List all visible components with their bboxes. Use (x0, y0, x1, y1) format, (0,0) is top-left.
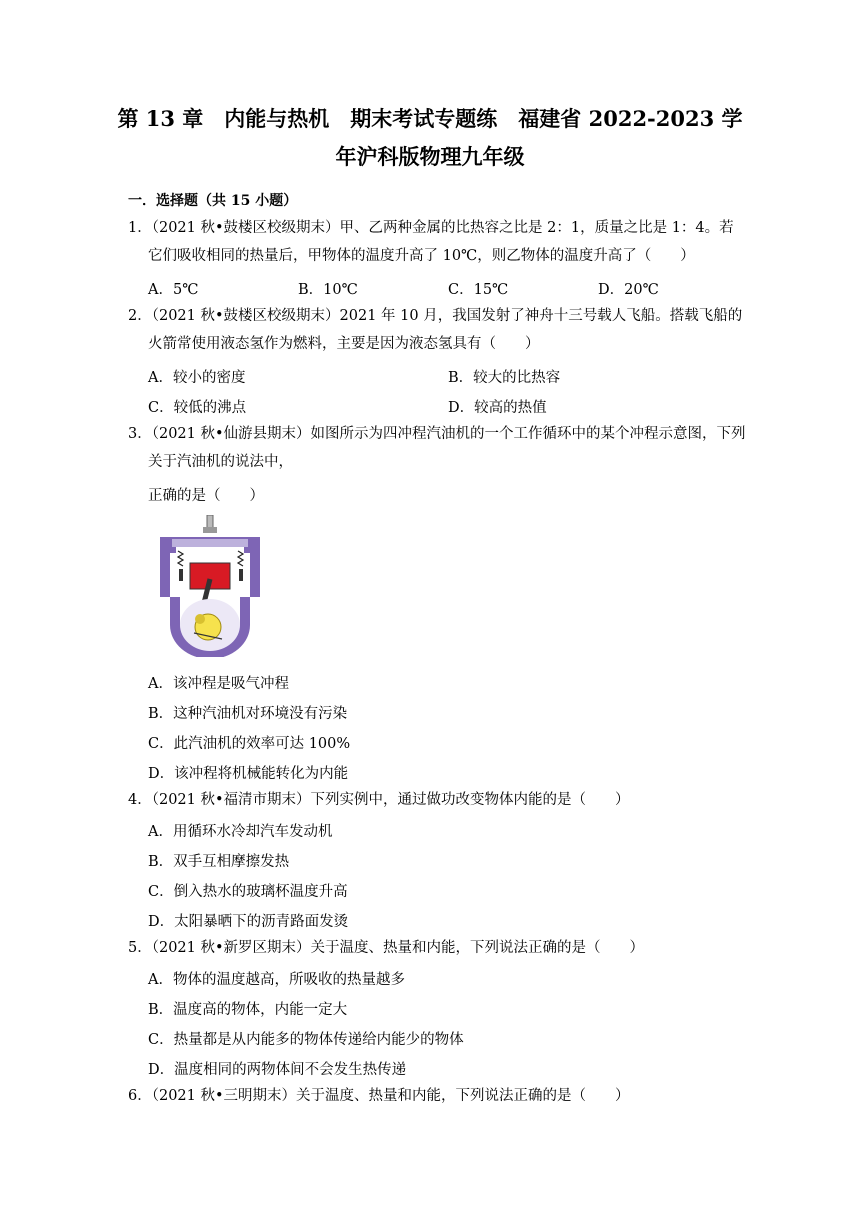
title-line-2: 年沪科版物理九年级 (335, 144, 525, 169)
q3-option-b: B．这种汽油机对环境没有污染 (148, 706, 348, 722)
question-4 (128, 786, 748, 814)
question-6-stem: 6．（2021 秋•三明期末）关于温度、热量和内能，下列说法正确的是（ ） (128, 1088, 630, 1104)
q1-option-b: B．10℃ (298, 282, 358, 298)
question-1-stem: 1．（2021 秋•鼓楼区校级期末）甲、乙两种金属的比热容之比是 2：1，质量之比是 1：4。若它们吸收相同的热量后，甲物体的温度升高了 10℃，则乙物体的温度升高了（ ） (128, 220, 734, 264)
q1-option-a: A．5℃ (148, 282, 199, 298)
q5-option-d: D．温度相同的两物体间不会发生热传递 (148, 1062, 407, 1078)
q4-option-a: A．用循环水冷却汽车发动机 (148, 824, 333, 840)
q3-option-d: D．该冲程将机械能转化为内能 (148, 766, 349, 782)
q2-option-d: D．较高的热值 (448, 400, 547, 416)
q4-option-c: C．倒入热水的玻璃杯温度升高 (148, 884, 348, 900)
question-4-stem: 4．（2021 秋•福清市期末）下列实例中，通过做功改变物体内能的是（ ） (128, 792, 630, 808)
q1-option-d: D．20℃ (598, 282, 659, 298)
question-5 (128, 934, 748, 962)
q5-option-c: C．热量都是从内能多的物体传递给内能少的物体 (148, 1032, 464, 1048)
q3-option-c: C．此汽油机的效率可达 100% (148, 736, 351, 752)
q5-option-b: B．温度高的物体，内能一定大 (148, 1002, 348, 1018)
question-6 (128, 1082, 748, 1110)
q1-option-c: C．15℃ (448, 282, 509, 298)
question-3-stem-end: 正确的是（ ） (148, 488, 264, 504)
question-3 (128, 420, 748, 476)
title-line-1: 第 13 章 内能与热机 期末考试专题练 福建省 2022-2023 学 (117, 106, 743, 131)
q4-option-b: B．双手互相摩擦发热 (148, 854, 290, 870)
question-1 (128, 214, 748, 270)
question-2-stem: 2．（2021 秋•鼓楼区校级期末）2021 年 10 月，我国发射了神舟十三号载人飞船。搭载飞船的火箭常使用液态氢作为燃料，主要是因为液态氢具有（ ） (128, 308, 743, 352)
q4-option-d: D．太阳暴晒下的沥青路面发烫 (148, 914, 349, 930)
q2-option-a: A．较小的密度 (148, 370, 246, 386)
document-title (100, 100, 760, 176)
q5-option-a: A．物体的温度越高，所吸收的热量越多 (148, 972, 405, 988)
engine-diagram-figure (156, 515, 264, 657)
q3-option-a: A．该冲程是吸气冲程 (148, 676, 289, 692)
question-3-stem: 3．（2021 秋•仙游县期末）如图所示为四冲程汽油机的一个工作循环中的某个冲程示意图，下列关于汽油机的说法中， (128, 426, 746, 470)
question-5-stem: 5．（2021 秋•新罗区期末）关于温度、热量和内能，下列说法正确的是（ ） (128, 940, 645, 956)
q2-option-b: B．较大的比热容 (448, 370, 561, 386)
section-heading: 一．选择题（共 15 小题） (128, 193, 298, 209)
question-2 (128, 302, 748, 358)
q2-option-c: C．较低的沸点 (148, 400, 247, 416)
